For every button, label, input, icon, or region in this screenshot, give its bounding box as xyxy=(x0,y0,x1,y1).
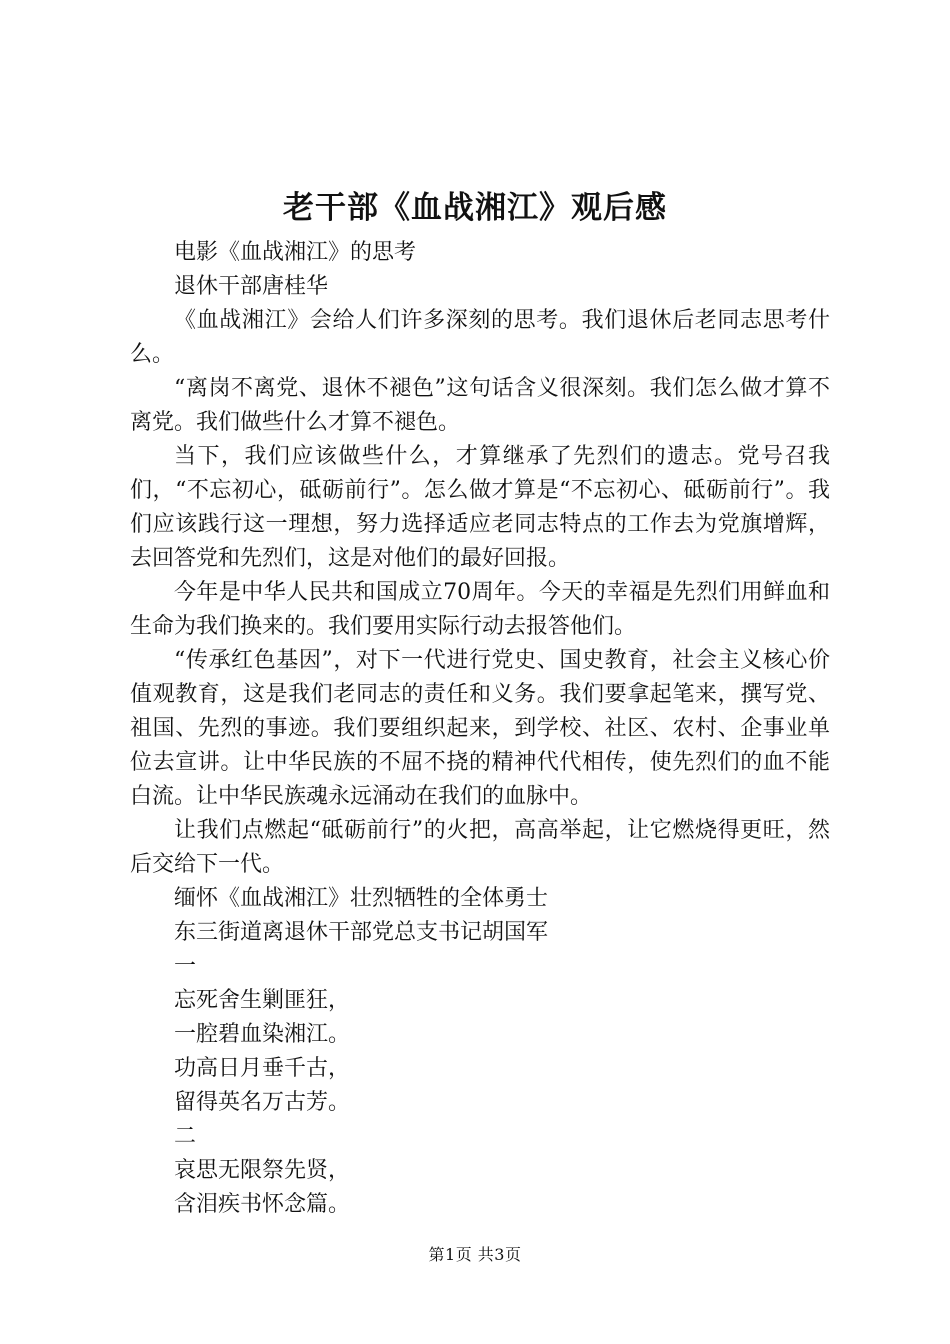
poem-line: 哀思无限祭先贤， xyxy=(174,1158,351,1183)
paragraph: 当下，我们应该做些什么，才算继承了先烈们的遗志。党号召我们，“不忘初心，砥砺前行”。怎么做才算是“不忘初心、砥砺前行”。我们应该践行这一理想，努力选择适应老同志特点的工作去为党旗增辉，去回答党和先烈们，这是对他们的最好回报。 xyxy=(130,444,830,571)
document-body xyxy=(130,236,830,1222)
document-title: 老干部《血战湘江》观后感 xyxy=(283,190,667,226)
paragraph-author: 退休干部唐桂华 xyxy=(174,274,329,299)
poem-line: 功高日月垂千古， xyxy=(174,1056,351,1081)
poem-line: 忘死舍生剿匪狂， xyxy=(174,988,351,1013)
paragraph-poem-author: 东三街道离退休干部党总支书记胡国军 xyxy=(174,920,549,945)
paragraph: “离岗不离党、退休不褪色”这句话含义很深刻。我们怎么做才算不离党。我们做些什么才算不褪色。 xyxy=(130,376,830,435)
poem-line: 留得英名万古芳。 xyxy=(174,1090,351,1115)
paragraph-poem-title: 缅怀《血战湘江》壮烈牺牲的全体勇士 xyxy=(174,886,549,911)
paragraph: 今年是中华人民共和国成立70周年。今天的幸福是先烈们用鲜血和生命为我们换来的。我们要用实际行动去报答他们。 xyxy=(130,580,830,639)
poem-section-number: 一 xyxy=(174,954,197,979)
paragraph: “传承红色基因”，对下一代进行党史、国史教育，社会主义核心价值观教育，这是我们老同志的责任和义务。我们要拿起笔来，撰写党、祖国、先烈的事迹。我们要组织起来，到学校、社区、农村、企事业单位去宣讲。让中华民族的不屈不挠的精神代代相传，使先烈们的血不能白流。让中华民族魂永远涌动在我们的血脉中。 xyxy=(130,648,830,809)
poem-line: 一腔碧血染湘江。 xyxy=(174,1022,351,1047)
paragraph: 让我们点燃起“砥砺前行”的火把，高高举起，让它燃烧得更旺，然后交给下一代。 xyxy=(130,818,830,877)
paragraph-subtitle: 电影《血战湘江》的思考 xyxy=(174,240,417,265)
poem-section-number: 二 xyxy=(174,1124,197,1149)
page-footer: 第1页 共3页 xyxy=(428,1245,522,1264)
paragraph: 《血战湘江》会给人们许多深刻的思考。我们退休后老同志思考什么。 xyxy=(130,308,830,367)
poem-line: 含泪疾书怀念篇。 xyxy=(174,1192,351,1217)
